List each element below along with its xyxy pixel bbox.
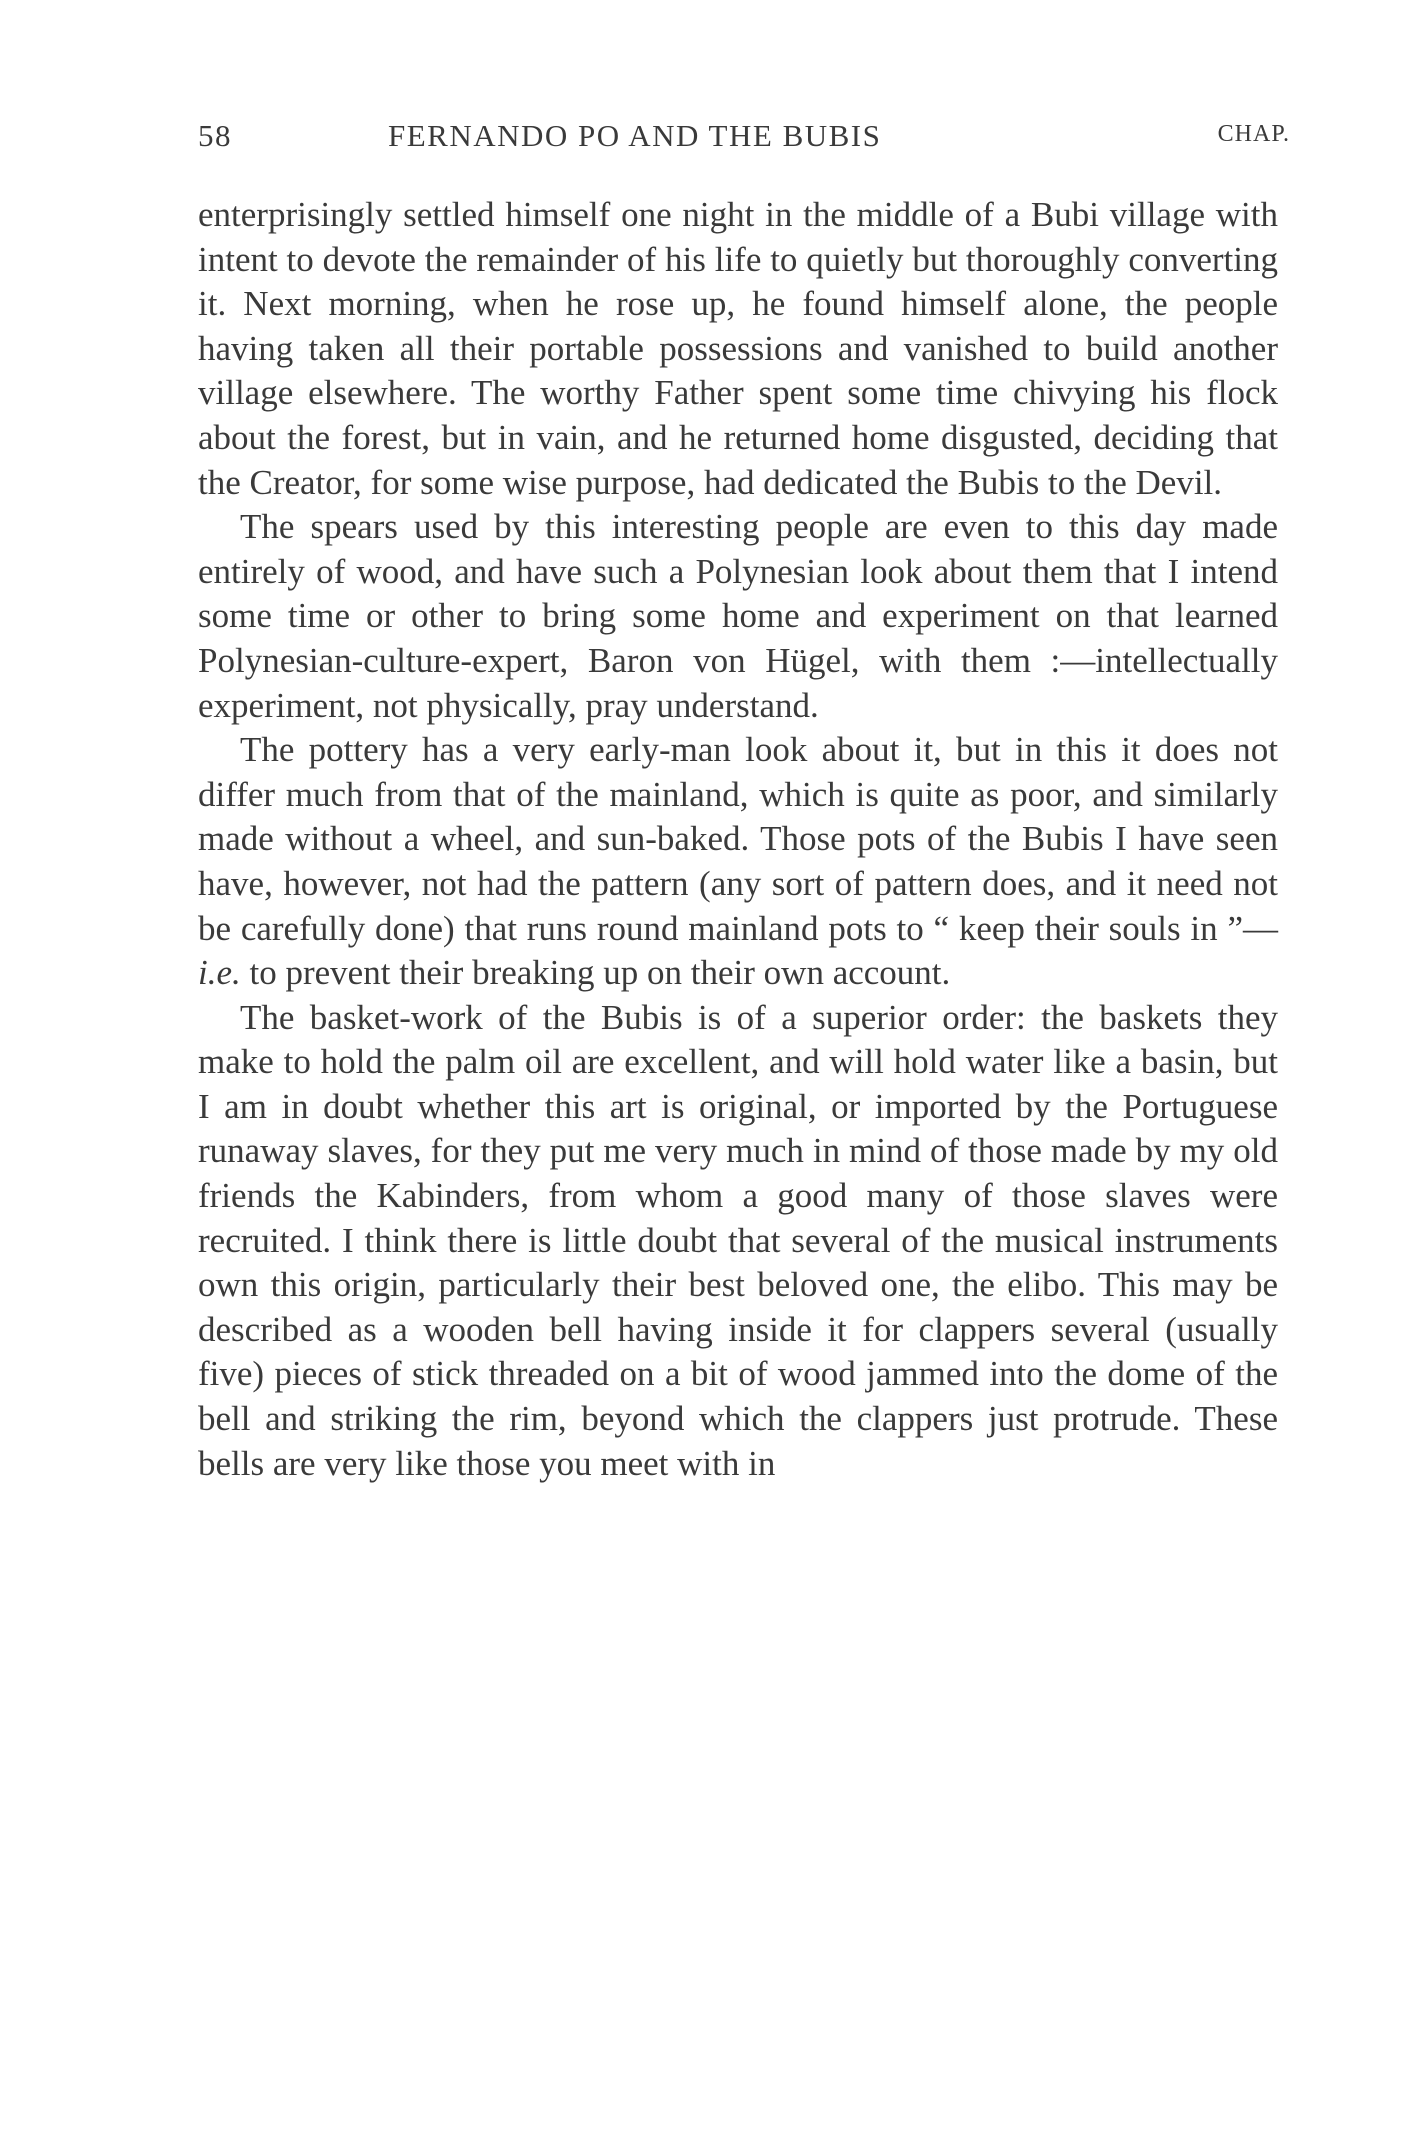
paragraph-basket-work: The basket-work of the Bubis is of a superior order: the baskets they make to hold the palm oil are excellent, and will hold water like a basin, but I am in doubt whether this art is original, or imported by the Portuguese runaway slaves, for they put me very much in mind of those made by my old friends the Kabinders, from whom a good many of those slaves were recruited. I think there is little doubt that several of the musical instruments own this origin, particularly their best beloved one, the elibo. This may be described as a wooden bell having inside it for clappers several (usually five) pieces of stick threaded on a bit of wood jammed into the dome of the bell and striking the rim, beyond which the clappers just protrude. These bells are very like those you meet with in (198, 997, 1278, 1483)
italic-ie: i.e. (198, 953, 241, 993)
pottery-text-start: The pottery has a very early-man look about it, but in this it does not differ much from that of the mainland, which is quite as poor, and similarly made without a wheel, and sun-baked. Those pots of the Bubis I have seen have, however, not had the pattern (any sort of pattern does, and it need not be carefully done) that runs round mainland pots to “ keep their souls in ”— (198, 730, 1278, 948)
running-title: FERNANDO PO AND THE BUBIS (388, 118, 882, 153)
body-text (198, 193, 1278, 1486)
paragraph-continuation: enterprisingly settled himself one night in the middle of a Bubi village with intent to devote the remainder of his life to quietly but thoroughly converting it. Next morning, when he rose up, he found himself alone, the people having taken all their portable possessions and vanished to build another village elsewhere. The worthy Father spent some time chivying his flock about the forest, but in vain, and he returned home disgusted, deciding that the Creator, for some wise purpose, had dedicated the Bubis to the Devil. (198, 195, 1278, 502)
paragraph-spears: The spears used by this interesting people are even to this day made entirely of wood, and have such a Polynesian look about them that I intend some time or other to bring some home and experiment on that learned Polynesian-culture-expert, Baron von Hügel, with them :—intellectually experiment, not physically, pray understand. (198, 507, 1278, 725)
running-header (198, 118, 1290, 168)
pottery-text-end: to prevent their breaking up on their own account. (240, 953, 951, 993)
chapter-label: CHAP. (1217, 121, 1290, 147)
paragraph-pottery (198, 728, 1278, 996)
page-number: 58 (198, 118, 232, 153)
